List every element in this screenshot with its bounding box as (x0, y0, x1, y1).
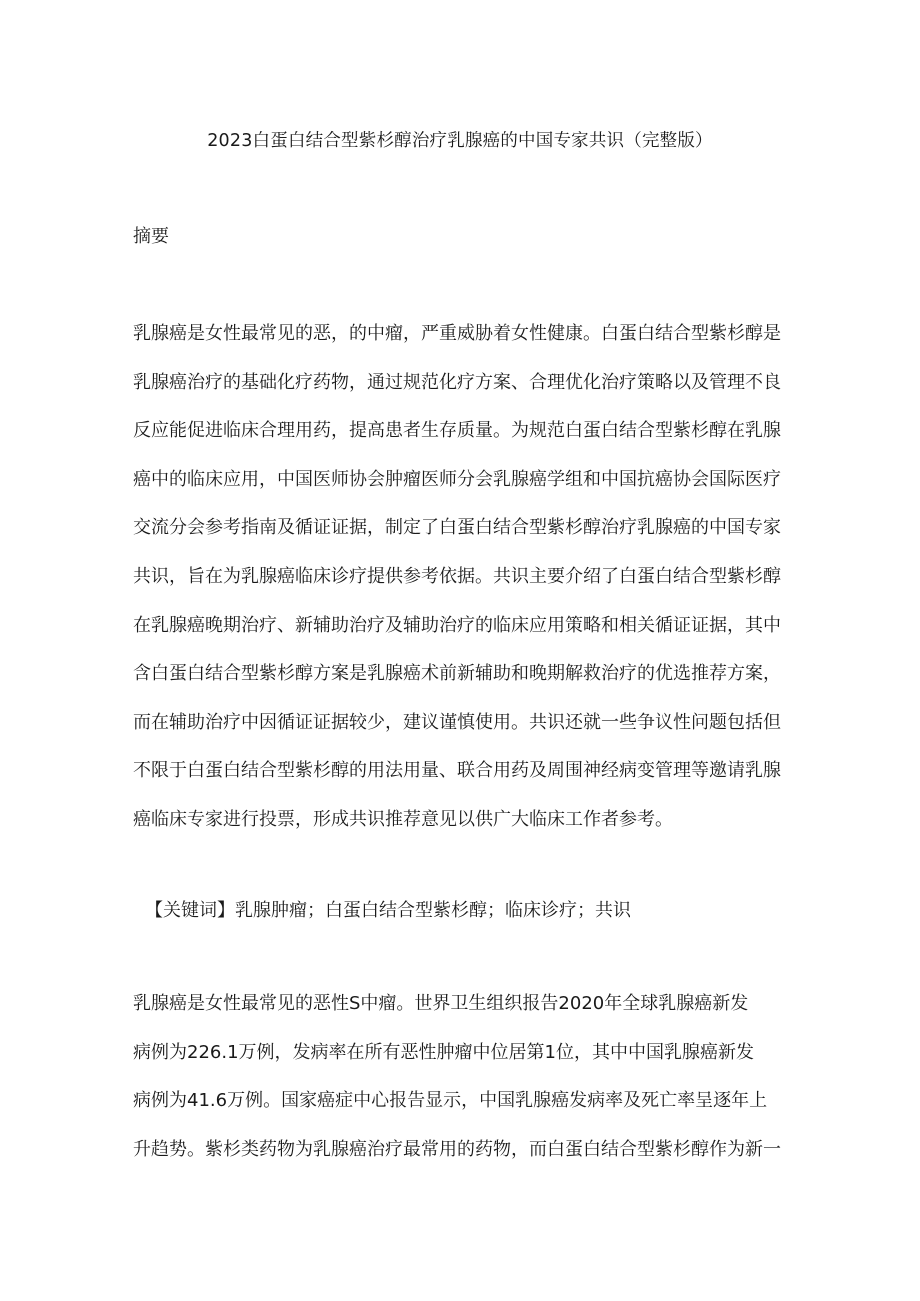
abstract-line: 癌临床专家进行投票，形成共识推荐意见以供广大临床工作者参考。 (133, 808, 673, 830)
abstract-paragraph (133, 310, 813, 845)
abstract-line: 在乳腺癌晚期治疗、新辅助治疗及辅助治疗的临床应用策略和相关循证证据，其中 (133, 614, 781, 636)
intro-line: 病例为226.1万例，发病率在所有恶性肿瘤中位居第1位，其中中国乳腺癌新发 (133, 1041, 754, 1063)
intro-line: 病例为41.6万例。国家癌症中心报告显示，中国乳腺癌发病率及死亡率呈逐年上 (133, 1090, 768, 1112)
abstract-line: 乳腺癌是女性最常见的恶，的中瘤，严重威胁着女性健康。白蛋白结合型紫杉醇是 (133, 323, 781, 344)
intro-paragraph (133, 980, 813, 1174)
abstract-line: 反应能促进临床合理用药，提高患者生存质量。为规范白蛋白结合型紫杉醇在乳腺 (133, 420, 781, 442)
abstract-line: 交流分会参考指南及循证证据，制定了白蛋白结合型紫杉醇治疗乳腺癌的中国专家 (133, 517, 781, 539)
abstract-line: 而在辅助治疗中因循证证据较少，建议谨慎使用。共识还就一些争议性问题包括但 (133, 711, 781, 733)
intro-line: 乳腺癌是女性最常见的恶性S中瘤。世界卫生组织报告2020年全球乳腺癌新发 (133, 993, 749, 1014)
abstract-line: 乳腺癌治疗的基础化疗药物，通过规范化疗方案、合理优化治疗策略以及管理不良 (133, 371, 781, 393)
abstract-line: 共识，旨在为乳腺癌临床诊疗提供参考依据。共识主要介绍了白蛋白结合型紫杉醇 (133, 565, 781, 587)
intro-line: 升趋势。紫杉类药物为乳腺癌治疗最常用的药物，而白蛋白结合型紫杉醇作为新一 (133, 1138, 781, 1160)
document-title: 2023白蛋白结合型紫杉醇治疗乳腺癌的中国专家共识（完整版） (207, 131, 713, 151)
abstract-line: 癌中的临床应用，中国医师协会肿瘤医师分会乳腺癌学组和中国抗癌协会国际医疗 (133, 468, 781, 490)
abstract-heading: 摘要 (133, 226, 169, 247)
keywords-line: 【关键词】乳腺肿瘤；白蛋白结合型紫杉醇；临床诊疗；共识 (145, 900, 631, 921)
abstract-line: 含白蛋白结合型紫杉醇方案是乳腺癌术前新辅助和晚期解救治疗的优选推荐方案， (133, 663, 781, 685)
abstract-line: 不限于白蛋白结合型紫杉醇的用法用量、联合用药及周围神经病变管理等邀请乳腺 (133, 760, 781, 782)
